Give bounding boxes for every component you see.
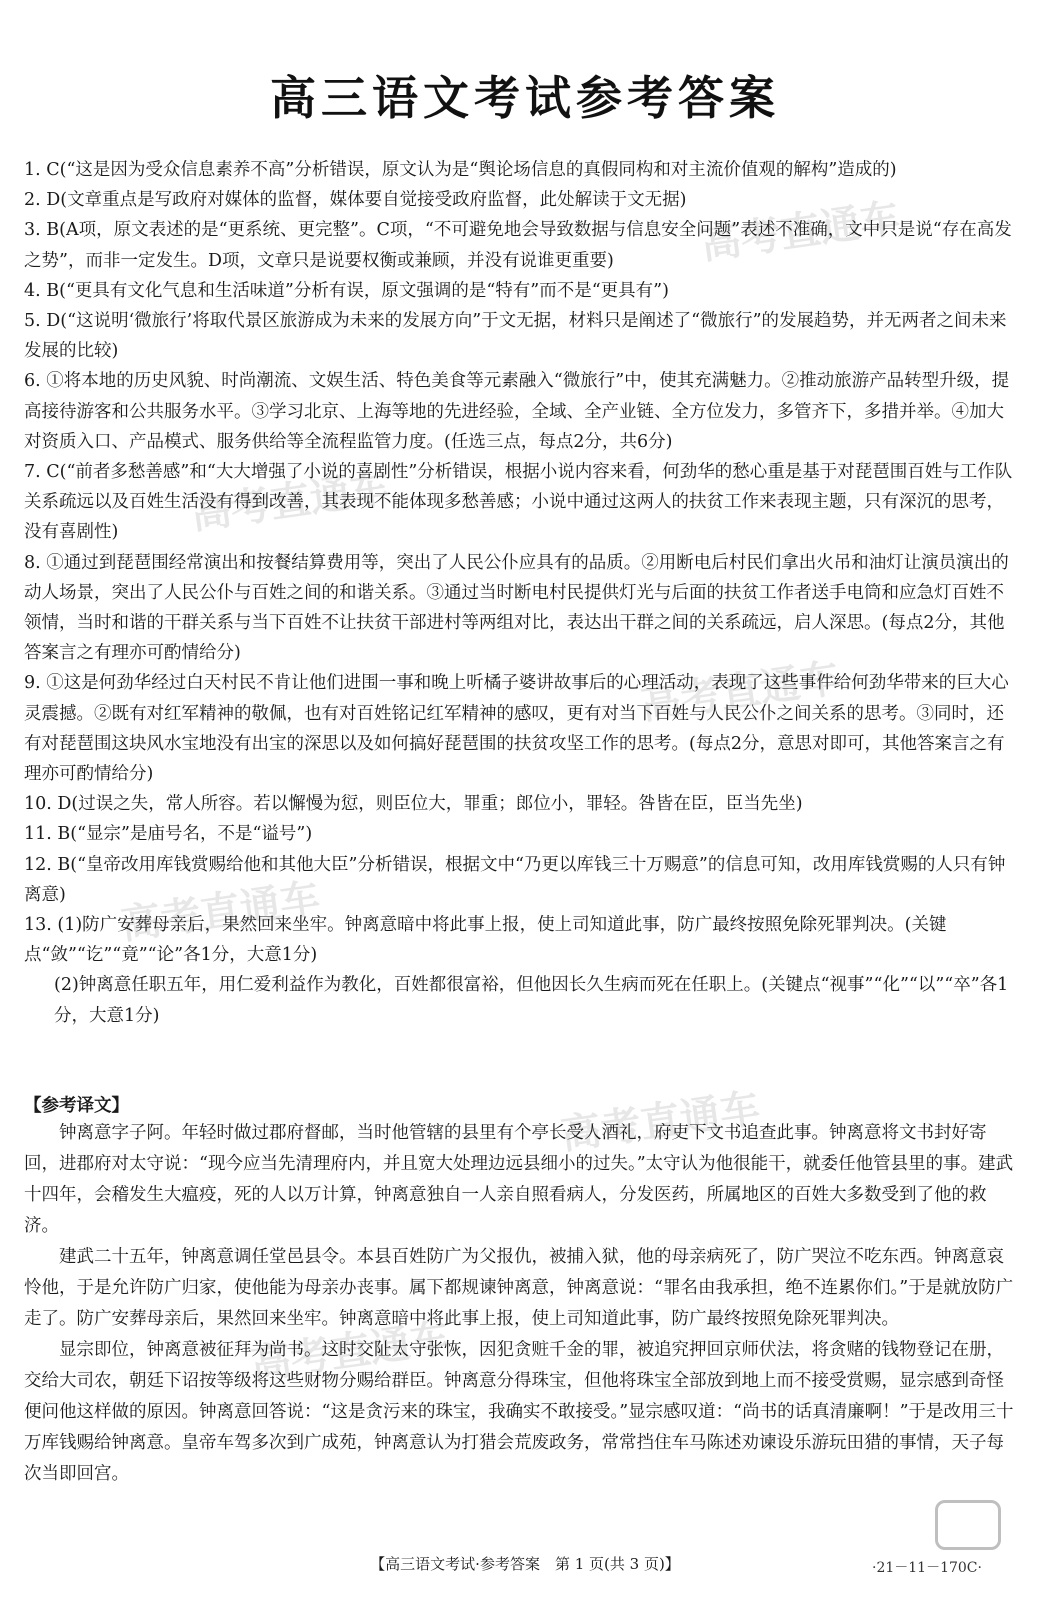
translation-body [24,1118,1014,1490]
page-title: 高三语文考试参考答案 [270,71,780,125]
answer-item-9: 9. ①这是何劲华经过白天村民不肯让他们进围一事和晚上听橘子婆讲故事后的心理活动，表现了这些事件给何劲华带来的巨大心灵震撼。②既有对红军精神的敬佩，也有对百姓铭记红军精神的感叹，更有对当下百姓与人民公仆之间关系的思考。③同时，还有对琵琶围这块风水宝地没有出宝的深思以及如何搞好琵琶围的扶贫攻坚工作的思考。(每点2分，意思对即可，其他答案言之有理亦可酌情给分) [24,673,1009,785]
translation-paragraph: 建武二十五年，钟离意调任堂邑县令。本县百姓防广为父报仇，被捕入狱，他的母亲病死了，防广哭泣不吃东西。钟离意哀怜他，于是允许防广归家，使他能为母亲办丧事。属下都规谏钟离意，钟离意说：“罪名由我承担，绝不连累你们。”于是就放防广走了。防广安葬母亲后，果然回来坐牢。钟离意暗中将此事上报，使上司知道此事，防广最终按照免除死罪判决。 [24,1247,1014,1329]
answer-item-8: 8. ①通过到琵琶围经常演出和按餐结算费用等，突出了人民公仆应具有的品质。②用断电后村民们拿出火吊和油灯让演员演出的动人场景，突出了人民公仆与百姓之间的和谐关系。③通过当时断电村民提供灯光与后面的扶贫工作者送手电筒和应急灯百姓不领情，当时和谐的干群关系与当下百姓不让扶贫干部进村等两组对比，表达出干群之间的关系疏远，启人深思。(每点2分，其他答案言之有理亦可酌情给分) [24,552,1009,664]
footer-code: ·21－11－170C· [872,1560,982,1576]
answer-item-11: 11. B(“显宗”是庙号名，不是“谥号”) [24,824,313,845]
answer-item-2: 2. D(文章重点是写政府对媒体的监督，媒体要自觉接受政府监督，此处解读于文无据) [24,190,687,211]
answer-item-3: 3. B(A项，原文表述的是“更系统、更完整”。C项，“不可避免地会导致数据与信息安全问题”表述不准确，文中只是说“存在高发之势”，而非一定发生。D项，文章只是说要权衡或兼顾，并没有说谁更重要) [24,220,1012,271]
page-footer: 【高三语文考试·参考答案 第 1 页(共 3 页)】 [370,1555,680,1573]
answer-list [24,155,1014,1031]
translation-paragraph: 显宗即位，钟离意被征拜为尚书。这时交阯太守张恢，因犯贪赃千金的罪，被追究押回京师伏法，将贪赌的钱物登记在册，交给大司农，朝廷下诏按等级将这些财物分赐给群臣。钟离意分得珠宝，但他将珠宝全部放到地上而不接受赏赐，显宗感到奇怪便问他这样做的原因。钟离意回答说：“这是贪污来的珠宝，我确实不敢接受。”显宗感叹道：“尚书的话真清廉啊！”于是改用三十万库钱赐给钟离意。皇帝车驾多次到广成苑，钟离意认为打猎会荒废政务，常常挡住车马陈述劝谏设乐游玩田猎的事情，天子每次当即回宫。 [24,1340,1014,1484]
watermark: 高考直通车 [558,1085,763,1159]
answer-item-4: 4. B(“更具有文化气息和生活味道”分析有误，原文强调的是“特有”而不是“更具有”) [24,280,669,301]
watermark: 高考直通车 [638,655,843,729]
section-heading: 【参考译文】 [24,1096,129,1116]
watermark: 高考直通车 [698,195,903,269]
answer-item-6: 6. ①将本地的历史风貌、时尚潮流、文娱生活、特色美食等元素融入“微旅行”中，使其充满魅力。②推动旅游产品转型升级，提高接待游客和公共服务水平。③学习北京、上海等地的先进经验，全域、全产业链、全方位发力，多管齐下，多措并举。④加大对资质入口、产品模式、服务供给等全流程监管力度。(任选三点，每点2分，共6分) [24,371,1010,452]
answer-item-7: 7. C(“前者多愁善感”和“大大增强了小说的喜剧性”分析错误，根据小说内容来看，何劲华的愁心重是基于对琵琶围百姓与工作队关系疏远以及百姓生活没有得到改善，其表现不能体现多愁善感；小说中通过这两人的扶贫工作来表现主题，只有深沉的思考，没有喜剧性) [24,462,1013,543]
translation-paragraph: 钟离意字子阿。年轻时做过郡府督邮，当时他管辖的县里有个亭长受人酒礼，府吏下文书追查此事。钟离意将文书封好寄回，进郡府对太守说：“现今应当先清理府内，并且宽大处理边远县细小的过失。”太守认为他很能干，就委任他管县里的事。建武十四年，会稽发生大瘟疫，死的人以万计算，钟离意独自一人亲自照看病人，分发医药，所属地区的百姓大多数受到了他的救济。 [24,1123,1014,1236]
answer-item-10: 10. D(过误之失，常人所容。若以懈慢为愆，则臣位大，罪重；郎位小，罪轻。咎皆在臣，臣当先坐) [24,794,803,815]
watermark: 高考直通车 [248,1315,453,1389]
watermark: 高考直通车 [188,465,393,539]
corner-logo-icon [935,1500,1001,1550]
answer-item-13-1: 13. (1)防广安葬母亲后，果然回来坐牢。钟离意暗中将此事上报，使上司知道此事，防广最终按照免除死罪判决。(关键点“敛”“讫”“竟”“论”各1分，大意1分) [24,915,947,966]
answer-item-13-2: (2)钟离意任职五年，用仁爱利益作为教化，百姓都很富裕，但他因长久生病而死在任职上。(关键点“视事”“化”“以”“卒”各1分，大意1分) [54,975,1009,1026]
answer-item-12: 12. B(“皇帝改用库钱赏赐给他和其他大臣”分析错误，根据文中“乃更以库钱三十万赐意”的信息可知，改用库钱赏赐的人只有钟离意) [24,854,1006,905]
answer-item-1: 1. C(“这是因为受众信息素养不高”分析错误，原文认为是“舆论场信息的真假同构和对主流价值观的解构”造成的) [24,160,897,180]
answer-item-5: 5. D(“这说明‘微旅行’将取代景区旅游成为未来的发展方向”于文无据，材料只是阐述了“微旅行”的发展趋势，并无两者之间未来发展的比较) [24,311,1007,362]
watermark: 高考直通车 [118,875,323,949]
